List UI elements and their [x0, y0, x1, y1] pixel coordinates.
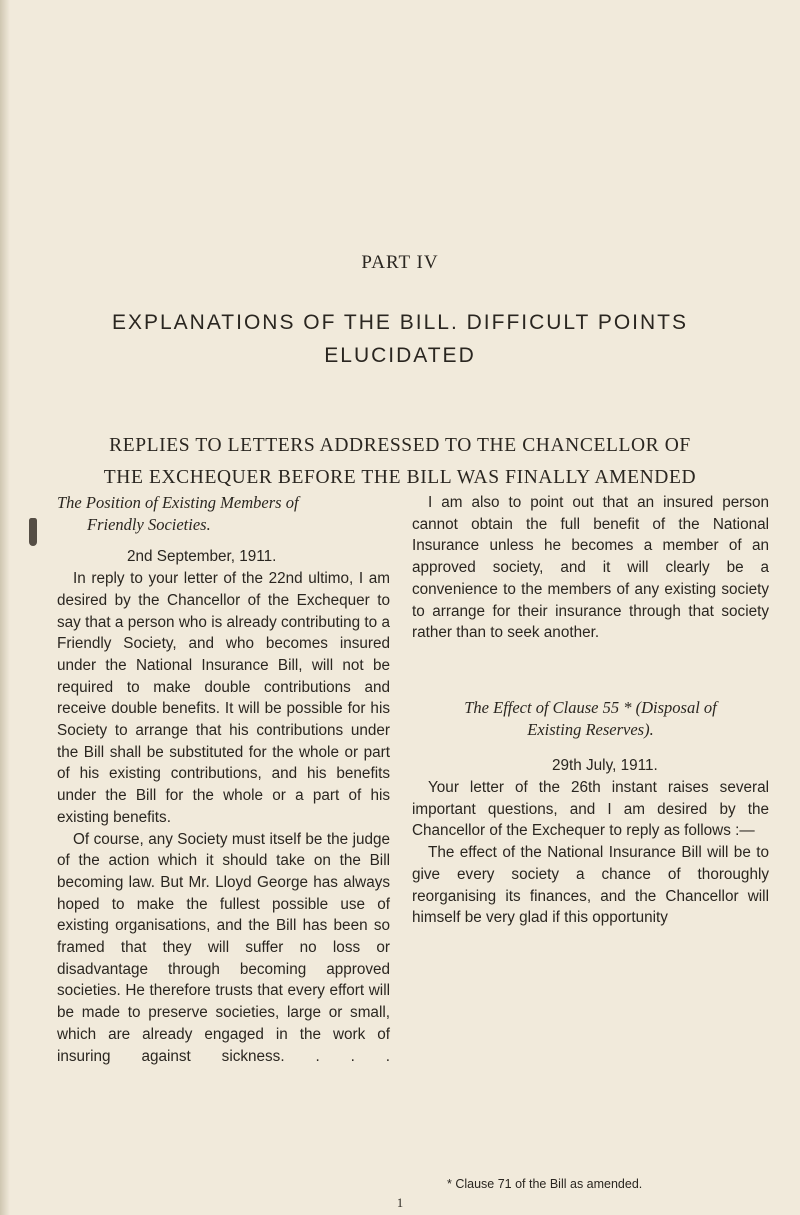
section-2-date: 29th July, 1911.: [552, 757, 658, 775]
right-column: [412, 492, 769, 929]
section-2-spacer: [412, 740, 769, 755]
section-1-title-line-2: Friendly Societies.: [87, 514, 211, 534]
left-column: [57, 492, 390, 1067]
section-2-paragraph-2: The effect of the National Insurance Bill will be to give every society a chance of thoroughly reorganising its finances, and the Chancellor will himself be very glad if this opportunity: [412, 844, 769, 927]
footnote: * Clause 71 of the Bill as amended.: [447, 1177, 643, 1191]
ink-blot-mark: [29, 518, 37, 546]
section-1-date: 2nd September, 1911.: [127, 548, 277, 566]
page-number: 1: [396, 1196, 404, 1210]
sub-heading-line-2: THE EXCHEQUER BEFORE THE BILL WAS FINALLY AMENDED: [103, 467, 697, 488]
page-edge-shadow: [0, 0, 10, 1215]
main-heading: [0, 306, 800, 372]
section-1-paragraph-2: Of course, any Society must itself be the judge of the action which it should take on the Bill becoming law. But Mr. Lloyd George has always hoped to make the fullest possible use of existing organisations, and the Bill has been so framed that they will suffer no loss or disadvantage through becoming approved societies. He therefore trusts that every effort will be made to preserve societies, large or small, which are already engaged in the work of insuring against sickness. . . .: [57, 830, 390, 1065]
section-1-paragraph-3: I am also to point out that an insured person cannot obtain the full benefit of the National Insurance unless he becomes a member of an approved society, and it will clearly be a convenience to the members of any existing society to arrange for their insurance through that society rather than to seek another.: [412, 494, 769, 642]
sub-heading-line-1: REPLIES TO LETTERS ADDRESSED TO THE CHANCELLOR OF: [109, 435, 691, 456]
section-2-title-line-2: Existing Reserves).: [527, 719, 654, 739]
sub-heading: [0, 430, 800, 494]
section-1-title: [57, 492, 390, 535]
section-2-title: [412, 697, 769, 740]
section-1-paragraph-1: In reply to your letter of the 22nd ultimo, I am desired by the Chancellor of the Exchequer to say that a person who is already contributing to a Friendly Society, and who becomes insured under the National Insurance Bill, will not be required to make double contributions and receive double benefits. It will be possible for his Society to arrange that his contributions under the Bill shall be substituted for the whole or part of his existing contributions, and his benefits under the Bill for the whole or a part of his existing benefits.: [57, 570, 390, 826]
section-1-title-line-1: The Position of Existing Members of: [57, 493, 299, 512]
part-label: PART IV: [361, 252, 439, 273]
section-2-paragraph-1: Your letter of the 26th instant raises several important questions, and I am desired by the Chancellor of the Exchequer to reply as follows :—: [412, 779, 769, 840]
section-spacer: [412, 644, 769, 697]
main-heading-line-2: ELUCIDATED: [324, 344, 476, 367]
main-heading-line-1: EXPLANATIONS OF THE BILL. DIFFICULT POINTS: [111, 311, 689, 334]
section-2-title-line-1: The Effect of Clause 55 * (Disposal of: [464, 697, 717, 717]
